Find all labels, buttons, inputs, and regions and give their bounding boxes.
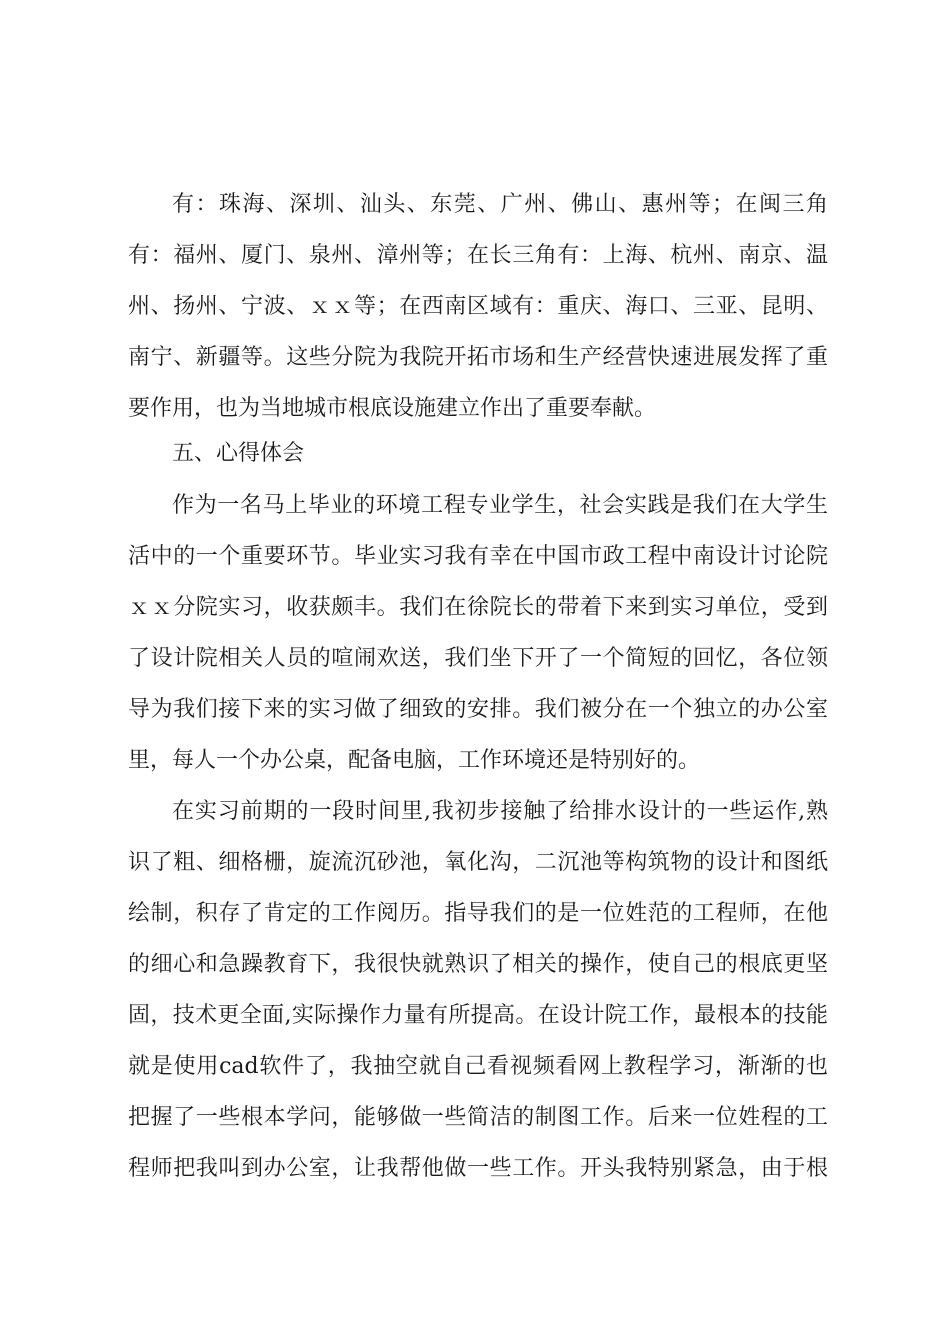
paragraph-line: 里，每人一个办公桌，配备电脑，工作环境还是特别好的。: [128, 748, 701, 773]
paragraph-line: 就是使用cad软件了，我抽空就自己看视频看网上教程学习，渐渐的也: [128, 1054, 828, 1079]
paragraph-line: 有：福州、厦门、泉州、漳州等；在长三角有：上海、杭州、南京、温: [128, 243, 828, 268]
paragraph-line: 在实习前期的一段时间里,我初步接触了给排水设计的一些运作,熟: [172, 799, 828, 824]
section-heading: 五、心得体会: [172, 441, 305, 466]
paragraph-line: 有：珠海、深圳、汕头、东莞、广州、佛山、惠州等；在闽三角: [172, 192, 828, 217]
paragraph-line: 州、扬州、宁波、ｘｘ等；在西南区域有：重庆、海口、三亚、昆明、: [128, 294, 828, 319]
paragraph-line: 作为一名马上毕业的环境工程专业学生，社会实践是我们在大学生: [172, 493, 828, 518]
paragraph-line: ｘｘ分院实习，收获颇丰。我们在徐院长的带着下来到实习单位，受到: [128, 595, 828, 620]
paragraph-line: 要作用，也为当地城市根底设施建立作出了重要奉献。: [128, 396, 657, 421]
paragraph-line: 活中的一个重要环节。毕业实习我有幸在中国市政工程中南设计讨论院: [128, 544, 828, 569]
paragraph-line: 了设计院相关人员的喧闹欢送，我们坐下开了一个简短的回忆，各位领: [128, 646, 828, 671]
paragraph-line: 的细心和急躁教育下，我很快就熟识了相关的操作，使自己的根底更坚: [128, 952, 828, 977]
paragraph-line: 程师把我叫到办公室，让我帮他做一些工作。开头我特别紧急，由于根: [128, 1156, 828, 1181]
paragraph-line: 导为我们接下来的实习做了细致的安排。我们被分在一个独立的办公室: [128, 697, 828, 722]
paragraph-line: 绘制，积存了肯定的工作阅历。指导我们的是一位姓范的工程师，在他: [128, 901, 828, 926]
paragraph-line: 南宁、新疆等。这些分院为我院开拓市场和生产经营快速进展发挥了重: [128, 345, 828, 370]
paragraph-line: 把握了一些根本学问，能够做一些简洁的制图工作。后来一位姓程的工: [128, 1105, 828, 1130]
paragraph-line: 识了粗、细格栅，旋流沉砂池，氧化沟，二沉池等构筑物的设计和图纸: [128, 850, 828, 875]
paragraph-line: 固，技术更全面,实际操作力量有所提高。在设计院工作，最根本的技能: [128, 1003, 828, 1028]
